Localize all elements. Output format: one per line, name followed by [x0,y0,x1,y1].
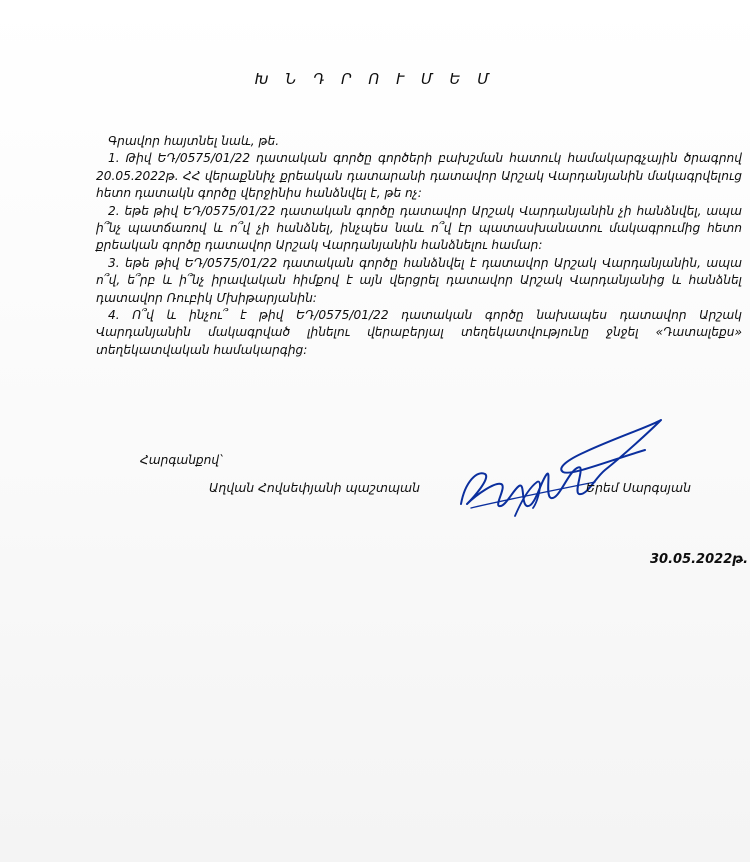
paragraph-4: 4. Ո՞վ և ինչու՞ է թիվ ԵԴ/0575/01/22 դատական գործը նախապես դատավոր Արշակ Վարդանյանին մակագրված լինելու վերաբերյալ տեղեկատվությունը ջնջել «Դատալեքս» տեղեկատվական համակարգից: [96,308,742,357]
document-body [96,133,742,359]
handwritten-signature [455,412,665,517]
signer-role: Աղվան Հովսեփյանի պաշտպան [209,480,420,495]
intro-line: Գրավոր հայտնել նաև, թե. [108,134,280,148]
document-title: Խ Ն Դ Ր Ո Ւ Մ Ե Մ [254,70,496,88]
paragraph-1: 1. Թիվ ԵԴ/0575/01/22 դատական գործը գործերի բախշման հատուկ համակարգչային ծրագրով 20.05.2022թ. ՀՀ վերաքննիչ քրեական դատարանի դատավոր Արշակ Վարդանյանին մակագրվելուց հետո դատակն գործը վերջինիս հանձնվել է, թե ոչ: [96,151,742,201]
document-date: 30.05.2022թ. [650,552,749,567]
paragraph-3: 3. եթե թիվ ԵԴ/0575/01/22 դատական գործը հանձնվել է դատավոր Արշակ Վարդանյանին, ապա ո՞վ, ե՞րբ և ի՞նչ իրավական հիմքով է այն վերցրել դատավոր Արշակ Վարդանյանից և հանձնել դատավոր Ռուբիկ Մխիթարյանին: [96,255,742,305]
paragraph-2: 2. եթե թիվ ԵԴ/0575/01/22 դատական գործը դատավոր Արշակ Վարդանյանին չի հանձնվել, ապա ի՞նչ պատճառով և ո՞վ չի հանձնել, ինչպես նաև ո՞վ էր պատասխանատու մակագրումից հետո քրեական գործը դատավոր Արշակ Վարդանյանին հանձնելու համար: [96,203,742,253]
closing-phrase: Հարգանքով՝ [140,453,223,467]
signer-name: Երեմ Սարգսյան [586,480,691,495]
